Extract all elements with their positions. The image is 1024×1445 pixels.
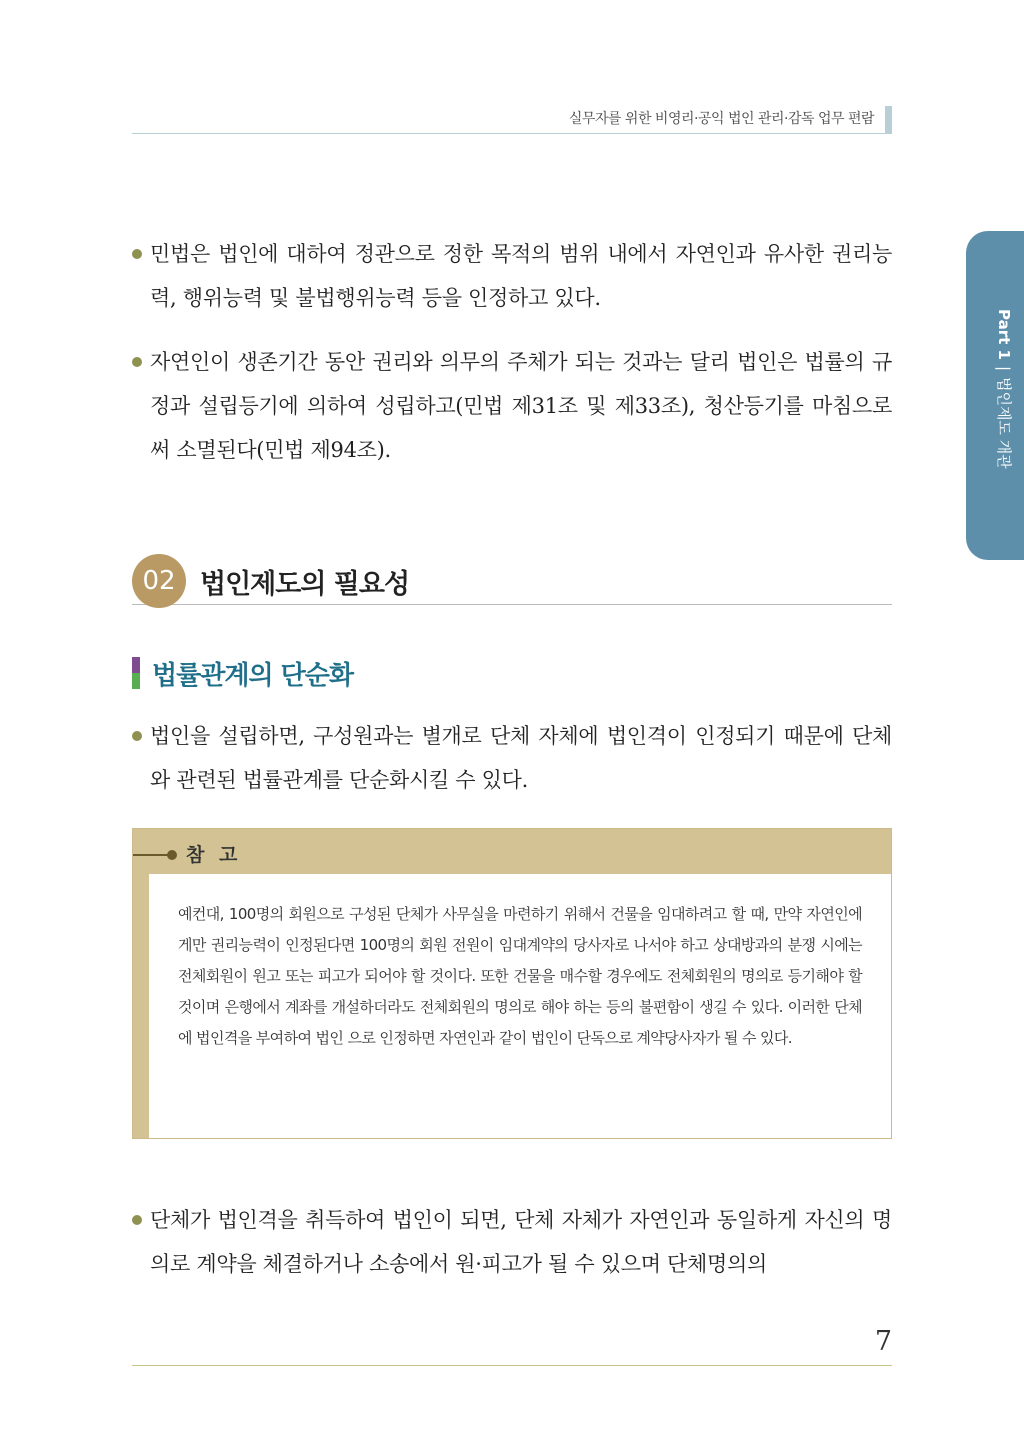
part-side-tab-label bbox=[994, 309, 1015, 469]
part-title: 법인제도 개관 bbox=[995, 377, 1013, 469]
section-title: 법인제도의 필요성 bbox=[200, 569, 410, 600]
section-heading bbox=[132, 554, 892, 605]
subsection-marker-bottom bbox=[132, 673, 140, 689]
running-header bbox=[132, 106, 892, 134]
note-dot-icon bbox=[167, 850, 177, 860]
footer-rule bbox=[132, 1365, 892, 1366]
part-side-tab bbox=[966, 231, 1024, 560]
paragraph-4 bbox=[132, 1198, 892, 1286]
reference-note-box bbox=[132, 828, 892, 1139]
bullet-icon bbox=[132, 1215, 142, 1225]
bullet-icon bbox=[132, 357, 142, 367]
paragraph-1 bbox=[132, 232, 892, 320]
bullet-icon bbox=[132, 249, 142, 259]
paragraph-text: 자연인이 생존기간 동안 권리와 의무의 주체가 되는 것과는 달리 법인은 법률의 규정과 설립등기에 의하여 성립하고(민법 제31조 및 제33조), 청산등기를 마침으로써 소멸된다(민법 제94조). bbox=[150, 350, 892, 462]
bullet-icon bbox=[132, 731, 142, 741]
paragraph-text: 민법은 법인에 대하여 정관으로 정한 목적의 범위 내에서 자연인과 유사한 권리능력, 행위능력 및 불법행위능력 등을 인정하고 있다. bbox=[150, 242, 892, 310]
paragraph-3 bbox=[132, 714, 892, 802]
subsection-marker-top bbox=[132, 657, 140, 673]
paragraph-2 bbox=[132, 340, 892, 472]
note-header-band bbox=[133, 829, 891, 874]
part-separator: | bbox=[995, 365, 1013, 372]
part-label: Part 1 bbox=[995, 309, 1013, 360]
paragraph-text: 단체가 법인격을 취득하여 법인이 되면, 단체 자체가 자연인과 동일하게 자신의 명의로 계약을 체결하거나 소송에서 원·피고가 될 수 있으며 단체명의의 bbox=[150, 1208, 892, 1276]
note-body: 예컨대, 100명의 회원으로 구성된 단체가 사무실을 마련하기 위해서 건물을 임대하려고 할 때, 만약 자연인에게만 권리능력이 인정된다면 100명의 회원 전원이 임대계약의 당사자로 나서야 하고 상대방과의 분쟁 시에는 전체회원이 원고 또는 피고가 되어야 할 것이다. 또한 건물을 매수할 경우에도 전체회원의 명의로 등기해야 할 것이며 은행에서 계좌를 개설하더라도 전체회원의 명의로 해야 하는 등의 불편함이 생길 수 있다. 이러한 단체에 법인격을 부여하여 법인 으로 인정하면 자연인과 같이 법인이 단독으로 계약당사자가 될 수 있다. bbox=[178, 905, 862, 1047]
running-header-title: 실무자를 위한 비영리·공익 법인 관리·감독 업무 편람 bbox=[568, 111, 874, 127]
paragraph-text: 법인을 설립하면, 구성원과는 별개로 단체 자체에 법인격이 인정되기 때문에 단체와 관련된 법률관계를 단순화시킬 수 있다. bbox=[150, 724, 892, 792]
note-left-band bbox=[133, 874, 149, 1138]
running-header-marker bbox=[885, 106, 892, 133]
note-label: 참 고 bbox=[186, 844, 242, 866]
subsection-title: 법률관계의 단순화 bbox=[152, 661, 353, 691]
page-number: 7 bbox=[874, 1326, 892, 1357]
note-dash-line bbox=[133, 854, 171, 856]
section-number-badge: 02 bbox=[132, 554, 186, 608]
